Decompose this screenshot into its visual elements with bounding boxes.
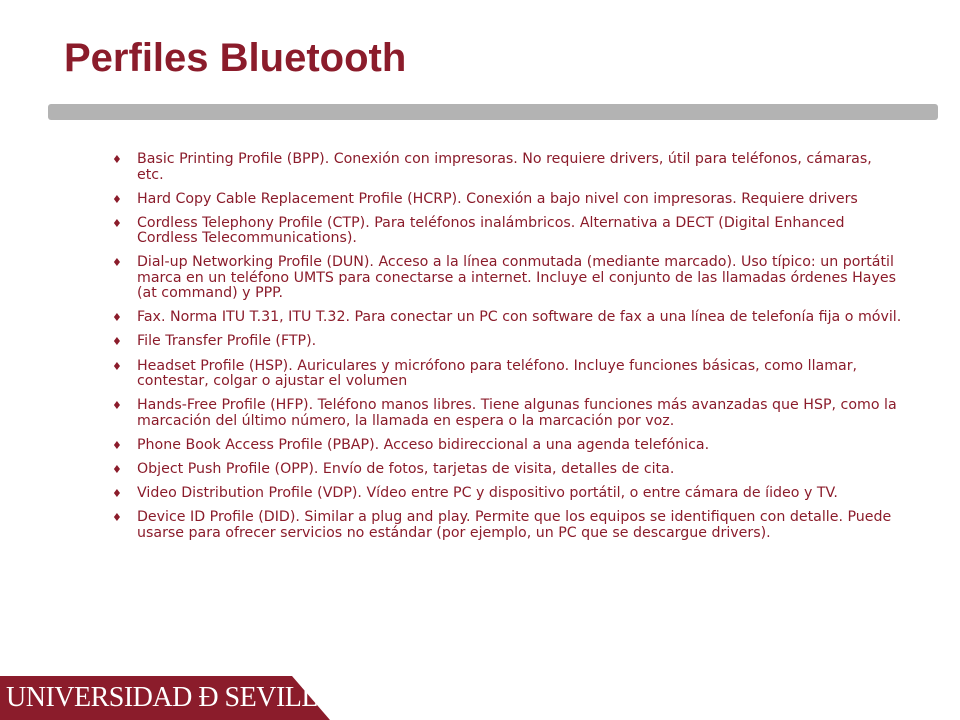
bullet-text: Cordless Telephony Profile (CTP). Para teléfonos inalámbricos. Alternativa a DECT (Digital Enhanced Cordless Telecommunications). xyxy=(137,214,845,247)
bullet-text: Phone Book Access Profile (PBAP). Acceso bidireccional a una agenda telefónica. xyxy=(137,436,710,453)
list-item xyxy=(112,334,902,350)
diamond-bullet-icon: ♦ xyxy=(112,153,122,166)
page-title: Perfiles Bluetooth xyxy=(64,36,407,80)
list-item xyxy=(112,486,902,502)
list-item xyxy=(112,216,902,247)
list-item xyxy=(112,462,902,478)
diamond-bullet-icon: ♦ xyxy=(112,486,122,500)
list-item xyxy=(112,438,902,454)
bullet-list xyxy=(112,152,902,550)
title-divider xyxy=(48,104,938,120)
diamond-bullet-icon: ♦ xyxy=(112,311,122,325)
bullet-text: Basic Printing Profile (BPP). Conexión con impresoras. No requiere drivers, útil para teléfonos, cámaras, etc. xyxy=(137,151,872,183)
list-item xyxy=(112,255,902,302)
bullet-text: Headset Profile (HSP). Auriculares y micrófono para teléfono. Incluye funciones básicas, como llamar, contestar, colgar o ajustar el volumen xyxy=(137,357,858,390)
list-item xyxy=(112,398,902,429)
list-item xyxy=(112,310,902,326)
bullet-text: File Transfer Profile (FTP). xyxy=(137,333,317,350)
bullet-text: Object Push Profile (OPP). Envío de fotos, tarjetas de visita, detalles de cita. xyxy=(137,460,675,477)
list-item xyxy=(112,359,902,390)
bullet-text: Video Distribution Profile (VDP). Vídeo entre PC y dispositivo portátil, o entre cámara de íideo y TV. xyxy=(137,484,838,501)
bullet-text: Device ID Profile (DID). Similar a plug and play. Permite que los equipos se identifiquen con detalle. Puede usarse para ofrecer servicios no estándar (por ejemplo, un PC que se descargue drivers). xyxy=(137,509,892,541)
list-item xyxy=(112,152,902,183)
diamond-bullet-icon: ♦ xyxy=(112,399,122,413)
bullet-text: Fax. Norma ITU T.31, ITU T.32. Para conectar un PC con software de fax a una línea de telefonía fija o móvil. xyxy=(137,309,902,326)
diamond-bullet-icon: ♦ xyxy=(112,511,122,525)
university-logo xyxy=(0,676,338,720)
bullet-text: Hard Copy Cable Replacement Profile (HCRP). Conexión a bajo nivel con impresoras. Requiere drivers xyxy=(137,190,858,207)
diamond-bullet-icon: ♦ xyxy=(112,462,122,476)
diamond-bullet-icon: ♦ xyxy=(112,335,122,349)
diamond-bullet-icon: ♦ xyxy=(112,438,122,452)
diamond-bullet-icon: ♦ xyxy=(112,256,122,270)
diamond-bullet-icon: ♦ xyxy=(112,359,122,373)
bullet-text: Dial-up Networking Profile (DUN). Acceso a la línea conmutada (mediante marcado). Uso típico: un portátil marca en un teléfono UMTS para conectarse a internet. Incluye el conjunto de las llamadas órdenes Hayes (at command) y PPP. xyxy=(137,254,897,302)
list-item xyxy=(112,510,902,541)
bullet-text: Hands-Free Profile (HFP). Teléfono manos libres. Tiene algunas funciones más avanzadas que HSP, como la marcación del último número, la llamada en espera o la marcación por voz. xyxy=(137,397,897,429)
logo-text: UNIVERSIDAD Ð SEVILLA xyxy=(6,682,338,713)
diamond-bullet-icon: ♦ xyxy=(112,216,122,230)
diamond-bullet-icon: ♦ xyxy=(112,192,122,206)
list-item xyxy=(112,192,902,208)
